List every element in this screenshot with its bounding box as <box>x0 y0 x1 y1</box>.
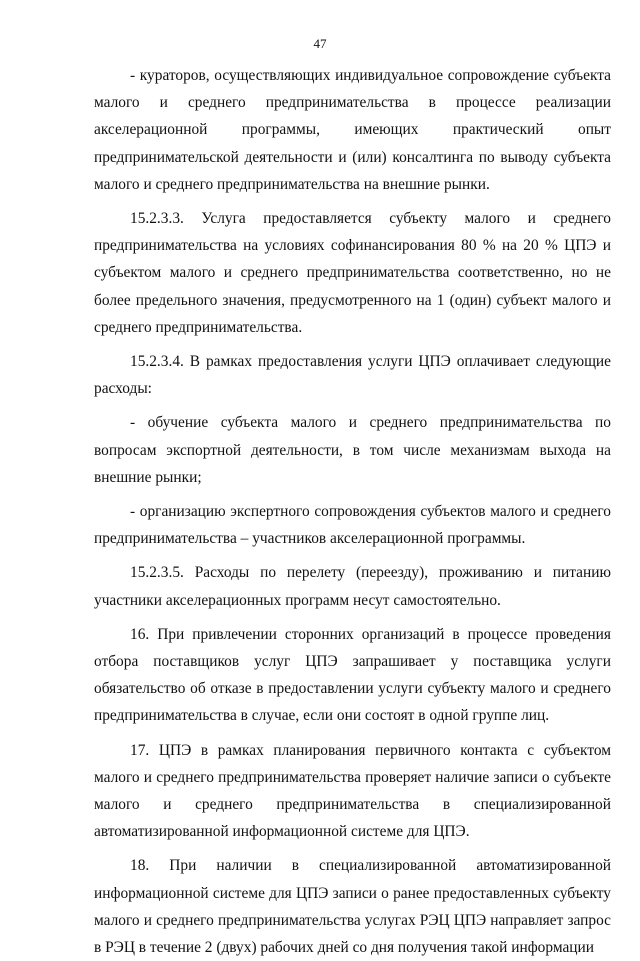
document-body <box>94 62 611 961</box>
paragraph-expert-support: - организацию экспертного сопровождения субъектов малого и среднего предпринимательства – участников акселерационной программы. <box>94 503 611 548</box>
paragraph-15-2-3-4: 15.2.3.4. В рамках предоставления услуги ЦПЭ оплачивает следующие расходы: <box>94 353 611 398</box>
paragraph-17: 17. ЦПЭ в рамках планирования первичного контакта с субъектом малого и среднего предпринимательства проверяет наличие записи о субъекте малого и среднего предпринимательства в специализированной автоматизированной информационной системе для ЦПЭ. <box>94 741 611 841</box>
paragraph-18: 18. При наличии в специализированной автоматизированной информационной системе для ЦПЭ записи о ранее предоставленных субъекту малого и среднего предпринимательства услугах РЭЦ ЦПЭ направляет запрос в РЭЦ в течение 2 (двух) рабочих дней со дня получения такой информации <box>94 857 611 957</box>
paragraph-curators: - кураторов, осуществляющих индивидуальное сопровождение субъекта малого и среднего предпринимательства в процессе реализации акселерационной программы, имеющих практический опыт предпринимательской деятельности и (или) консалтинга по выводу субъекта малого и среднего предпринимательства на внешние рынки. <box>94 67 611 193</box>
page-number: 47 <box>313 36 327 51</box>
paragraph-15-2-3-3: 15.2.3.3. Услуга предоставляется субъекту малого и среднего предпринимательства на условиях софинансирования 80 % на 20 % ЦПЭ и субъектом малого и среднего предпринимательства соответственно, но не более предельного значения, предусмотренного на 1 (один) субъект малого и среднего предпринимательства. <box>94 210 611 336</box>
paragraph-training: - обучение субъекта малого и среднего предпринимательства по вопросам экспортной деятельности, в том числе механизмам выхода на внешние рынки; <box>94 414 611 486</box>
paragraph-16: 16. При привлечении сторонних организаций в процессе проведения отбора поставщиков услуг ЦПЭ запрашивает у поставщика услуги обязательство об отказе в предоставлении услуги субъекту малого и среднего предпринимательства в случае, если они состоят в одной группе лиц. <box>94 625 611 725</box>
paragraph-15-2-3-5: 15.2.3.5. Расходы по перелету (переезду), проживанию и питанию участники акселерационных программ несут самостоятельно. <box>94 564 611 609</box>
